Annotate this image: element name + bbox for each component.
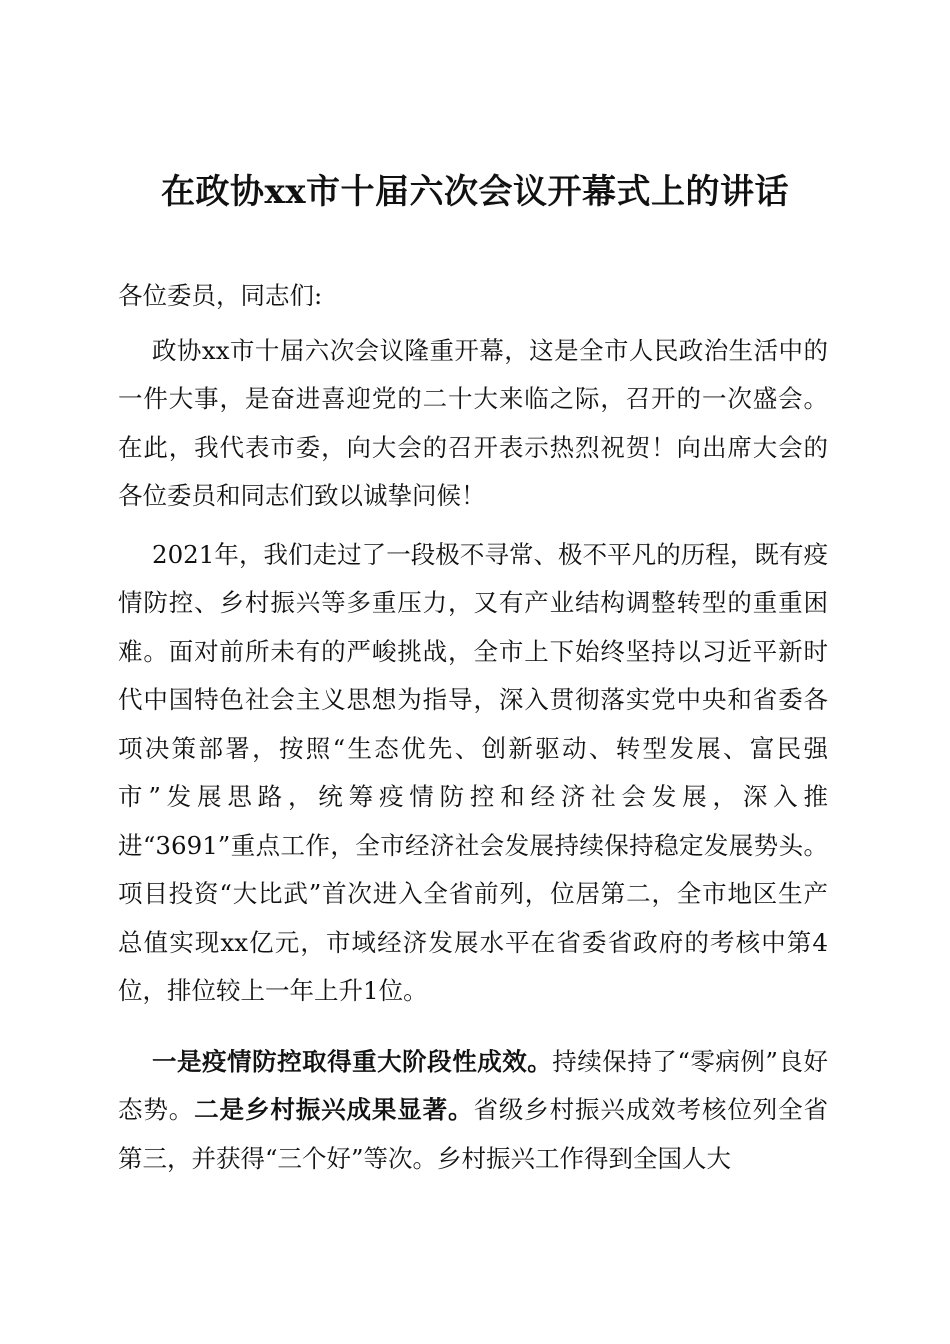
salutation: 各位委员，同志们: <box>118 281 323 310</box>
achievement-heading-2: 二是乡村振兴成果显著。 <box>194 1095 474 1124</box>
paragraph-achievements <box>118 1038 828 1184</box>
achievement-text-2: 省级乡村振兴成效考核位列全省第三，并获得“三个好”等次。乡村振兴工作得到全国人大 <box>118 1095 829 1173</box>
document-title: 在政协xx市十届六次会议开幕式上的讲话 <box>160 172 790 212</box>
paragraph-opening: 政协xx市十届六次会议隆重开幕，这是全市人民政治生活中的一件大事，是奋进喜迎党的二十大来临之际，召开的一次盛会。在此，我代表市委，向大会的召开表示热烈祝贺！向出席大会的各位委员和同志们致以诚挚问候！ <box>118 335 828 510</box>
document-body <box>118 272 828 1193</box>
achievement-text-1: 持续保持了“零病例”良好态势。 <box>118 1046 828 1124</box>
paragraph-review-2021: 2021年，我们走过了一段极不寻常、极不平凡的历程，既有疫情防控、乡村振兴等多重压力，又有产业结构调整转型的重重困难。面对前所未有的严峻挑战，全市上下始终坚持以习近平新时代中国特色社会主义思想为指导，深入贯彻落实党中央和省委各项决策部署，按照“生态优先、创新驱动、转型发展、富民强市”发展思路，统筹疫情防控和经济社会发展，深入推进“3691”重点工作，全市经济社会发展持续保持稳定发展势头。项目投资“大比武”首次进入全省前列，位居第二，全市地区生产总值实现xx亿元，市域经济发展水平在省委省政府的考核中第4位，排位较上一年上升1位。 <box>118 539 828 1005</box>
achievement-heading-1: 一是疫情防控取得重大阶段性成效。 <box>152 1046 553 1076</box>
